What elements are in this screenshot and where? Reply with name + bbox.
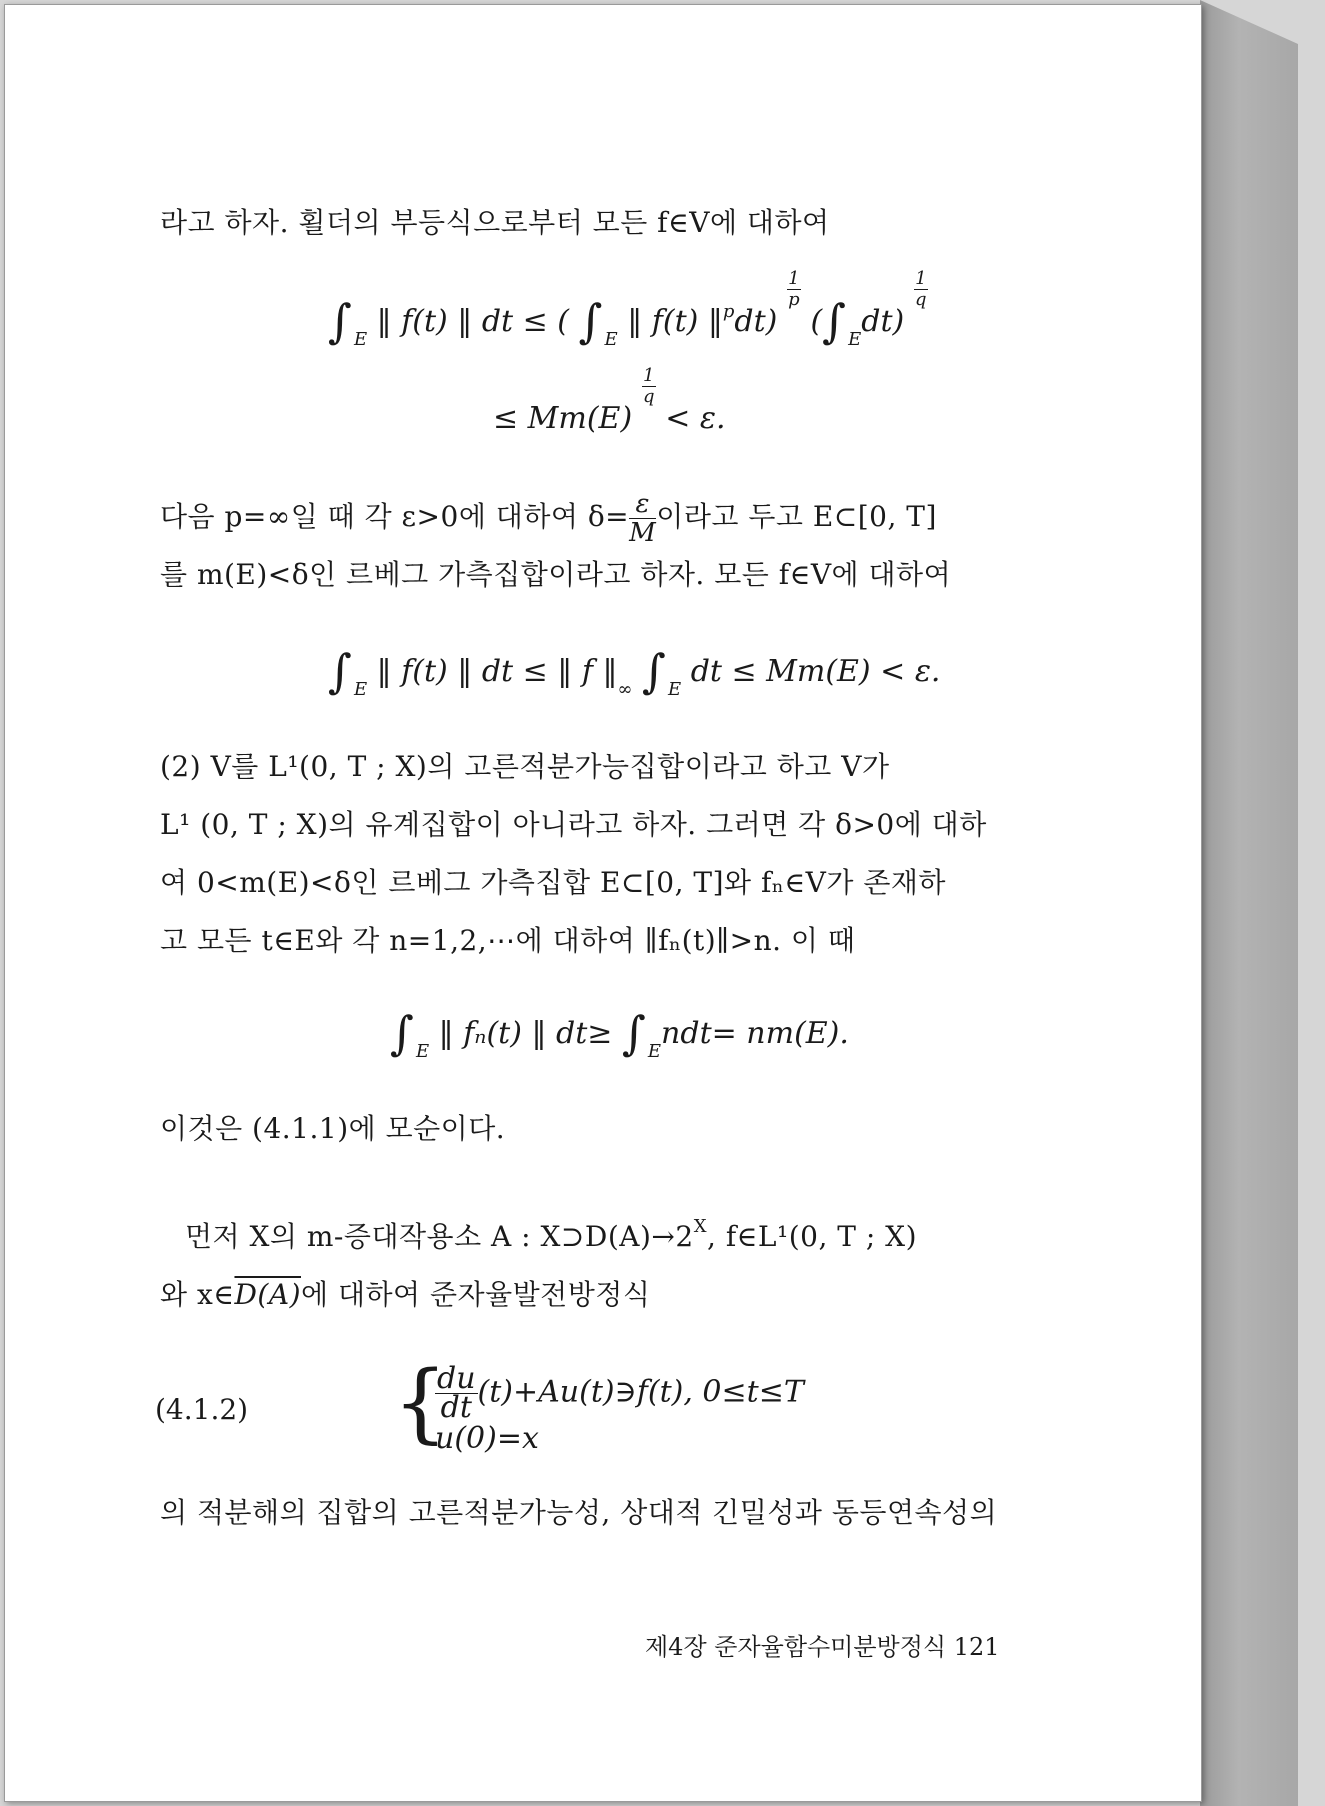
text-line-6: 여 0<m(E)<δ인 르베그 가측집합 E⊂[0, T]와 fₙ∈V가 존재하 — [160, 866, 946, 899]
text-line-10 — [160, 1275, 650, 1315]
eq3-part1: ‖ f(t) ‖ dt ≤ ‖ f ‖ — [376, 654, 618, 689]
closure-D-A: D(A) — [234, 1278, 301, 1311]
book-spine — [1200, 0, 1298, 1806]
eq2-part1: ≤ Mm(E) — [493, 401, 633, 436]
integral-sign: ∫ — [822, 294, 847, 348]
equation-holder-2 — [493, 365, 726, 439]
text-line-3: 를 m(E)<δ인 르베그 가측집합이라고 하자. 모든 f∈V에 대하여 — [160, 558, 952, 591]
eq1-part3: dt) — [734, 304, 778, 339]
eq2-part2: < ε. — [665, 401, 726, 436]
eq1-part4: ( — [810, 304, 823, 339]
system-line-2: u(0)=x — [435, 1421, 539, 1456]
text-line-2-part2: 이라고 두고 E⊂[0, T] — [656, 500, 937, 533]
superscript-X: X — [693, 1216, 708, 1237]
exponent-1-over-p: $\frac{1}{p}$ — [788, 268, 800, 310]
integral-sign: ∫ — [328, 294, 352, 348]
fraction-eps-over-M: $\frac{\varepsilon}{M}$ — [629, 489, 657, 548]
text-line-10-part1: 와 x∈ — [160, 1278, 235, 1311]
page-footer: 제4장 준자율함수미분방정식 121 — [645, 1633, 1000, 1661]
integral-sign: ∫ — [390, 1006, 414, 1060]
eq4-part1: ‖ fₙ(t) ‖ dt≥ — [438, 1016, 613, 1051]
subscript-E: E — [353, 679, 368, 700]
subscript-E: E — [353, 329, 368, 350]
fraction-du-dt: $\frac{du}{dt}$ — [437, 1361, 476, 1425]
left-brace: { — [393, 1353, 448, 1453]
system-line-1 — [435, 1361, 804, 1425]
exponent-1-over-q: $\frac{1}{q}$ — [915, 268, 927, 310]
text-line-9-part1: 먼저 X의 m-증대작용소 A : X⊃D(A)→2 — [185, 1220, 694, 1253]
text-line-1: 라고 하자. 횔더의 부등식으로부터 모든 f∈V에 대하여 — [160, 206, 830, 239]
text-line-8: 이것은 (4.1.1)에 모순이다. — [160, 1112, 506, 1145]
text-line-5: L¹ (0, T ; X)의 유계집합이 아니라고 하자. 그러면 각 δ>0에 대하 — [160, 808, 987, 841]
exponent-1-over-q: $\frac{1}{q}$ — [642, 365, 655, 407]
text-line-11: 의 적분해의 집합의 고른적분가능성, 상대적 긴밀성과 동등연속성의 — [160, 1496, 998, 1529]
eq4-part2: ndt= nm(E). — [661, 1016, 849, 1051]
equation-holder-1 — [328, 268, 928, 350]
eq1-part2: ‖ f(t) ‖ — [627, 304, 723, 339]
equation-number: (4.1.2) — [155, 1393, 249, 1426]
text-line-2-part1: 다음 p=∞일 때 각 ε>0에 대하여 δ= — [160, 500, 630, 533]
page — [4, 4, 1202, 1802]
integral-sign: ∫ — [328, 644, 352, 698]
equation-holder-3 — [328, 644, 941, 700]
subscript-E: E — [415, 1041, 430, 1062]
subscript-E: E — [848, 329, 862, 350]
subscript-E: E — [668, 679, 682, 700]
subscript-infinity: ∞ — [617, 679, 633, 700]
eq3-part2: dt ≤ Mm(E) < ε. — [690, 654, 941, 689]
eq1-part5: dt) — [861, 304, 905, 339]
subscript-E: E — [604, 329, 618, 350]
text-line-9 — [185, 1217, 917, 1261]
integral-sign: ∫ — [621, 1006, 646, 1060]
text-line-4: (2) V를 L¹(0, T ; X)의 고른적분가능집합이라고 하고 V가 — [160, 750, 890, 783]
text-line-2 — [160, 490, 937, 547]
text-line-9-part2: , f∈L¹(0, T ; X) — [707, 1220, 918, 1253]
system-line-1-text: (t)+Au(t)∋f(t), 0≤t≤T — [477, 1374, 804, 1410]
text-line-7: 고 모든 t∈E와 각 n=1,2,⋯에 대하여 ∥fₙ(t)∥>n. 이 때 — [160, 924, 856, 957]
equation-holder-4 — [390, 1006, 849, 1062]
eq1-part1: ‖ f(t) ‖ dt ≤ ( — [376, 304, 570, 339]
text-line-10-part2: 에 대하여 준자율발전방정식 — [301, 1278, 651, 1311]
subscript-E: E — [647, 1041, 662, 1062]
integral-sign: ∫ — [642, 644, 666, 698]
power-p: p — [722, 301, 735, 322]
integral-sign: ∫ — [578, 294, 603, 348]
